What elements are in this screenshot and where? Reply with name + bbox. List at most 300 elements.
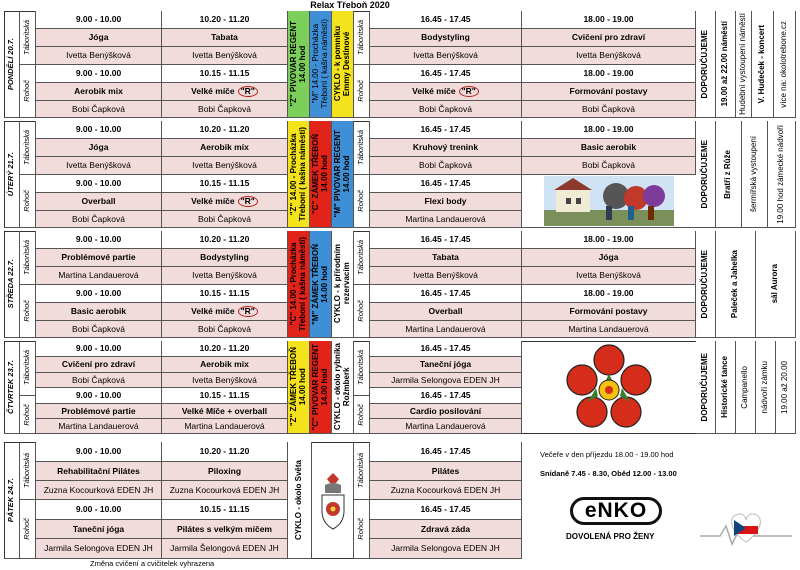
trip-m bbox=[310, 231, 332, 338]
vertical-line: 14.00 hod bbox=[297, 45, 307, 83]
class-name: Kruhový trenink bbox=[370, 139, 522, 157]
vertical-line: CYKLO - okolo Světa bbox=[294, 459, 304, 540]
vertical-text bbox=[334, 26, 352, 101]
room-rohoc bbox=[354, 175, 370, 228]
room-rohoc bbox=[354, 285, 370, 338]
class-name: Cvičení pro zdraví bbox=[36, 357, 162, 373]
vertical-line: rezervacím bbox=[341, 263, 351, 305]
time-slot: 9.00 - 10.00 bbox=[36, 11, 162, 29]
instructor: Jarmila Šelongová EDEN JH bbox=[162, 539, 288, 559]
vertical-line: Rohoč bbox=[356, 518, 366, 540]
trip-c bbox=[288, 231, 310, 338]
time-slot: 9.00 - 10.00 bbox=[36, 175, 162, 193]
vertical-line: "M" ZÁMEK TŘEBOŇ bbox=[310, 243, 320, 325]
page-title: Relax Třeboň 2020 bbox=[310, 0, 390, 10]
vertical-line: Rohoč bbox=[22, 300, 32, 322]
vertical-text bbox=[721, 356, 730, 418]
class-name: Overball bbox=[370, 303, 522, 321]
trip-cyklo bbox=[332, 341, 354, 434]
vertical-text bbox=[312, 244, 330, 325]
time-slot: 16.45 - 17.45 bbox=[370, 500, 522, 520]
trip-cyklo bbox=[332, 231, 354, 338]
time-slot: 16.45 - 17.45 bbox=[370, 231, 522, 249]
time-slot: 9.00 - 10.00 bbox=[36, 65, 162, 83]
vertical-line: Třeboní ( kašna náměstí) bbox=[297, 126, 307, 222]
vertical-text bbox=[357, 453, 365, 488]
vertical-line: 14.00 hod bbox=[297, 368, 307, 406]
time-slot: 9.00 - 10.00 bbox=[36, 442, 162, 462]
vertical-text bbox=[23, 240, 31, 275]
room-r-mark: "R" bbox=[238, 196, 258, 207]
coat-of-arms-icon bbox=[312, 442, 354, 559]
class-name: Zdravá záda bbox=[370, 520, 522, 539]
time-slot: 9.00 - 10.00 bbox=[36, 121, 162, 139]
room-taboritska bbox=[354, 121, 370, 175]
day-label bbox=[4, 231, 20, 338]
instructor: Bobi Čapková bbox=[162, 101, 288, 118]
vertical-text bbox=[312, 19, 330, 108]
vertical-line: ÚTERÝ 21.7. bbox=[6, 151, 16, 197]
class-name: Bodystyling bbox=[162, 249, 288, 267]
recommend-event bbox=[752, 11, 774, 118]
time-slot: 16.45 - 17.45 bbox=[370, 442, 522, 462]
vertical-text bbox=[357, 80, 365, 102]
instructor: Ivetta Benýšková bbox=[162, 47, 288, 65]
class-name: Formování postavy bbox=[522, 303, 696, 321]
instructor: Bobi Čapková bbox=[36, 101, 162, 118]
vertical-line: více na: okolotrebone.cz bbox=[779, 20, 789, 108]
class-name: Jóga bbox=[36, 29, 162, 47]
vertical-line: Táboritská bbox=[22, 239, 32, 275]
class-name: Bodystyling bbox=[370, 29, 522, 47]
instructor: Zuzna Kocourková EDEN JH bbox=[162, 481, 288, 500]
class-name: Piloxing bbox=[162, 462, 288, 481]
instructor: Bobi Čapková bbox=[36, 211, 162, 228]
time-slot: 10.20 - 11.20 bbox=[162, 442, 288, 462]
vertical-line: Paleček a Jahelka bbox=[730, 249, 740, 319]
time-slot: 18.00 - 19.00 bbox=[522, 285, 696, 303]
trip-cyklo bbox=[332, 11, 354, 118]
time-slot: 16.45 - 17.45 bbox=[370, 11, 522, 29]
instructor: Bobi Čapková bbox=[370, 157, 522, 175]
recommend-event bbox=[774, 11, 796, 118]
instructor: Jarmila Selongova EDEN JH bbox=[370, 539, 522, 559]
vertical-line: Táboritská bbox=[356, 452, 366, 488]
vertical-line: Táboritská bbox=[22, 129, 32, 165]
class-name: Aerobik mix bbox=[162, 139, 288, 157]
enko-logo: eNKO bbox=[570, 497, 662, 525]
vertical-text bbox=[290, 21, 308, 107]
vertical-line: Campanello bbox=[740, 365, 750, 409]
trip-cyklo bbox=[288, 442, 312, 559]
instructor: Ivetta Benýšková bbox=[370, 267, 522, 285]
vertical-text bbox=[7, 152, 15, 196]
class-name: Pilátes bbox=[370, 462, 522, 481]
vertical-line: Táboritská bbox=[356, 239, 366, 275]
time-slot: 10.15 - 11.15 bbox=[162, 388, 288, 404]
heart-flag-icon bbox=[700, 504, 792, 548]
class-name: Tabata bbox=[162, 29, 288, 47]
class-name: Jóga bbox=[522, 249, 696, 267]
vertical-text bbox=[7, 259, 15, 308]
vertical-text bbox=[357, 518, 365, 540]
vertical-line: "Z" PIVOVAR REGENT bbox=[288, 21, 298, 107]
room-taboritska bbox=[354, 341, 370, 396]
vertical-text bbox=[23, 453, 31, 488]
vertical-text bbox=[761, 361, 770, 413]
vertical-text bbox=[7, 38, 15, 90]
castle-photo bbox=[522, 175, 696, 228]
vertical-text bbox=[23, 130, 31, 165]
time-slot: 18.00 - 19.00 bbox=[522, 121, 696, 139]
time-slot: 16.45 - 17.45 bbox=[370, 388, 522, 404]
day-label bbox=[4, 442, 20, 559]
instructor: Bobi Čapková bbox=[36, 373, 162, 388]
room-rohoc bbox=[20, 396, 36, 434]
vertical-line: 14.00 hod bbox=[319, 155, 329, 193]
class-name: Velké míče bbox=[191, 306, 235, 317]
instructor: Ivetta Benýšková bbox=[36, 157, 162, 175]
time-slot: 16.45 - 17.45 bbox=[370, 175, 522, 193]
time-slot: 9.00 - 10.00 bbox=[36, 231, 162, 249]
vertical-line: CYKLO - k pomníku bbox=[332, 26, 342, 102]
time-slot: 18.00 - 19.00 bbox=[522, 11, 696, 29]
room-rohoc bbox=[20, 175, 36, 228]
recommend-event bbox=[776, 341, 796, 434]
vertical-line: Táboritská bbox=[356, 129, 366, 165]
vertical-text bbox=[701, 140, 710, 208]
instructor: Bobi Čapková bbox=[162, 321, 288, 338]
class-name: Velké míče bbox=[412, 86, 456, 97]
vertical-line: "C" ZÁMEK TŘEBOŇ bbox=[310, 133, 320, 215]
instructor: Zuzna Kocourková EDEN JH bbox=[36, 481, 162, 500]
room-taboritska bbox=[20, 341, 36, 396]
vertical-text bbox=[357, 240, 365, 275]
vertical-text bbox=[312, 344, 330, 431]
instructor: Bobi Čapková bbox=[522, 157, 696, 175]
vertical-text bbox=[739, 13, 748, 115]
class-name: Basic aerobik bbox=[36, 303, 162, 321]
dinner-info: Večeře v den příjezdu 18.00 - 19.00 hod bbox=[540, 450, 674, 459]
instructor: Bobi Čapková bbox=[162, 211, 288, 228]
vertical-line: 14.00 hod bbox=[319, 265, 329, 303]
vertical-line: šermířská vystoupení bbox=[749, 135, 759, 213]
vertical-text bbox=[23, 190, 31, 212]
rose-icon bbox=[522, 341, 696, 434]
room-rohoc bbox=[20, 65, 36, 118]
vertical-line: Táboritská bbox=[356, 350, 366, 386]
vertical-text bbox=[357, 190, 365, 212]
vertical-line: Táboritská bbox=[22, 350, 32, 386]
recommend-event bbox=[756, 341, 776, 434]
class-name: Problémové partie bbox=[36, 404, 162, 419]
vertical-line: Rohoč bbox=[22, 80, 32, 102]
trip-m bbox=[332, 121, 354, 228]
vertical-text bbox=[334, 244, 352, 323]
class-name: Cardio posilování bbox=[370, 404, 522, 419]
time-slot: 10.15 - 11.15 bbox=[162, 65, 288, 83]
instructor: Martina Landauerová bbox=[522, 321, 696, 338]
instructor: Martina Landauerová bbox=[162, 419, 288, 434]
time-slot: 9.00 - 10.00 bbox=[36, 500, 162, 520]
instructor: Ivetta Benýšková bbox=[522, 267, 696, 285]
trip-c bbox=[310, 121, 332, 228]
vertical-line: Táboritská bbox=[22, 19, 32, 55]
vertical-line: DOPORUČUJEME bbox=[700, 139, 710, 209]
vertical-line: DOPORUČUJEME bbox=[700, 249, 710, 319]
instructor: Martina Landauerová bbox=[370, 211, 522, 228]
vertical-text bbox=[777, 125, 786, 224]
class-name: Velké Míče + overball bbox=[162, 404, 288, 419]
room-taboritska bbox=[354, 231, 370, 285]
vertical-line: 19.00 až 22.00 náměstí bbox=[720, 21, 730, 107]
time-slot: 18.00 - 19.00 bbox=[522, 231, 696, 249]
vertical-line: V. Hudeček - koncert bbox=[757, 24, 767, 104]
vertical-line: DOPORUČUJEME bbox=[700, 29, 710, 99]
vertical-line: "Z" 14.00 - Procházka bbox=[288, 133, 298, 215]
class-name: Problémové partie bbox=[36, 249, 162, 267]
vertical-text bbox=[23, 518, 31, 540]
room-taboritska bbox=[20, 442, 36, 500]
vertical-line: Rohoč bbox=[356, 190, 366, 212]
vertical-text bbox=[23, 350, 31, 385]
vertical-text bbox=[312, 134, 330, 214]
instructor: Ivetta Benýšková bbox=[162, 373, 288, 388]
vertical-text bbox=[290, 347, 308, 426]
vertical-text bbox=[334, 130, 352, 217]
vertical-line: 14.00 hod bbox=[341, 155, 351, 193]
recommend-event bbox=[742, 121, 768, 228]
vertical-text bbox=[771, 264, 780, 303]
vertical-text bbox=[357, 300, 365, 322]
vertical-text bbox=[23, 300, 31, 322]
instructor: Bobi Čapková bbox=[370, 101, 522, 118]
room-rohoc bbox=[354, 500, 370, 559]
class-name: Flexi body bbox=[370, 193, 522, 211]
room-r-mark: "R" bbox=[238, 306, 258, 317]
vertical-text bbox=[721, 21, 730, 106]
vertical-line: Rohoč bbox=[356, 80, 366, 102]
instructor: Martina Landauerová bbox=[370, 321, 522, 338]
vertical-text bbox=[357, 404, 365, 426]
instructor: Ivetta Benýšková bbox=[522, 47, 696, 65]
vertical-line: "C" PIVOVAR REGENT bbox=[310, 343, 320, 431]
vertical-line: "Z" ZÁMEK TŘEBOŇ bbox=[288, 347, 298, 427]
instructor: Martina Landauerová bbox=[36, 419, 162, 434]
vertical-line: Emmy Destinové bbox=[341, 31, 351, 97]
room-taboritska bbox=[354, 11, 370, 65]
time-slot: 10.20 - 11.20 bbox=[162, 121, 288, 139]
vertical-line: Rohoč bbox=[22, 518, 32, 540]
vertical-text bbox=[357, 20, 365, 55]
vertical-line: 14.00 hod bbox=[319, 368, 329, 406]
time-slot: 16.45 - 17.45 bbox=[370, 341, 522, 357]
recommend-event bbox=[768, 121, 796, 228]
vertical-line: Hudební vystoupení náměstí bbox=[738, 13, 748, 115]
class-name: Overball bbox=[36, 193, 162, 211]
time-slot: 16.45 - 17.45 bbox=[370, 65, 522, 83]
vertical-line: 19.00 hod zámecké nádvoří bbox=[776, 124, 786, 224]
recommend-label bbox=[696, 11, 716, 118]
time-slot: 10.15 - 11.15 bbox=[162, 285, 288, 303]
class-name-with-mark bbox=[162, 83, 288, 101]
vertical-text bbox=[7, 478, 15, 522]
room-rohoc bbox=[354, 396, 370, 434]
recommend-event bbox=[736, 341, 756, 434]
time-slot: 10.20 - 11.20 bbox=[162, 341, 288, 357]
trip-z bbox=[288, 341, 310, 434]
vertical-line: 19.00 až 20.00 bbox=[780, 360, 790, 414]
time-slot: 9.00 - 10.00 bbox=[36, 341, 162, 357]
time-slot: 9.00 - 10.00 bbox=[36, 388, 162, 404]
class-name: Velké míče bbox=[191, 196, 235, 207]
recommend-event bbox=[736, 11, 752, 118]
time-slot: 10.20 - 11.20 bbox=[162, 231, 288, 249]
class-name: Tabata bbox=[370, 249, 522, 267]
recommend-label bbox=[696, 341, 716, 434]
vertical-line: "M" PIVOVAR REGENT bbox=[332, 130, 342, 218]
class-name-with-mark bbox=[162, 303, 288, 321]
class-name: Velké míče bbox=[191, 86, 235, 97]
vertical-text bbox=[724, 150, 733, 199]
logo-subtitle: DOVOLENÁ PRO ŽENY bbox=[566, 532, 655, 541]
recommend-event bbox=[716, 231, 756, 338]
class-name: Basic aerobik bbox=[522, 139, 696, 157]
instructor: Martina Landauerová bbox=[370, 419, 522, 434]
class-name: Aerobik mix bbox=[162, 357, 288, 373]
vertical-line: "C" 14.00 - Procházka bbox=[288, 242, 298, 326]
recommend-label bbox=[696, 231, 716, 338]
time-slot: 10.15 - 11.15 bbox=[162, 500, 288, 520]
room-rohoc bbox=[20, 285, 36, 338]
instructor: Zuzna Kocourková EDEN JH bbox=[370, 481, 522, 500]
class-name: Taneční jóga bbox=[36, 520, 162, 539]
instructor: Ivetta Benýšková bbox=[162, 267, 288, 285]
trip-m bbox=[310, 11, 332, 118]
vertical-text bbox=[701, 250, 710, 318]
vertical-line: Historické tance bbox=[720, 356, 730, 418]
recommend-event bbox=[716, 341, 736, 434]
vertical-line: PONDĚLÍ 20.7. bbox=[6, 37, 16, 91]
vertical-line: Třeboní ( kašna náměstí) bbox=[297, 236, 307, 332]
vertical-text bbox=[701, 353, 710, 421]
time-slot: 16.45 - 17.45 bbox=[370, 121, 522, 139]
vertical-text bbox=[357, 350, 365, 385]
class-name: Pilátes s velkým míčem bbox=[162, 520, 288, 539]
day-label bbox=[4, 121, 20, 228]
vertical-line: Rožmberk bbox=[341, 367, 351, 407]
trip-z bbox=[288, 121, 310, 228]
instructor: Jarmila Selongova EDEN JH bbox=[36, 539, 162, 559]
instructor: Bobi Čapková bbox=[36, 321, 162, 338]
vertical-text bbox=[23, 20, 31, 55]
vertical-text bbox=[334, 343, 352, 430]
recommend-event bbox=[756, 231, 796, 338]
vertical-text bbox=[23, 80, 31, 102]
footnote: Změna cvičení a cvičitelek vyhrazena bbox=[90, 559, 215, 568]
vertical-line: Bratří z Růže bbox=[723, 149, 733, 199]
vertical-line: Třeboní ( kašna náměstí) bbox=[319, 19, 329, 109]
class-name-with-mark bbox=[370, 83, 522, 101]
vertical-text bbox=[750, 136, 759, 212]
vertical-line: Rohoč bbox=[356, 300, 366, 322]
vertical-line: CYKLO - okolo rybníka bbox=[332, 343, 342, 431]
instructor: Martina Landauerová bbox=[36, 267, 162, 285]
recommend-event bbox=[716, 11, 736, 118]
day-label bbox=[4, 11, 20, 118]
vertical-text bbox=[295, 460, 304, 540]
room-taboritska bbox=[20, 11, 36, 65]
class-name: Cvičení pro zdraví bbox=[522, 29, 696, 47]
instructor: Bobi Čapková bbox=[522, 101, 696, 118]
class-name: Aerobik mix bbox=[36, 83, 162, 101]
time-slot: 10.15 - 11.15 bbox=[162, 175, 288, 193]
vertical-line: CYKLO - k přírodním bbox=[332, 244, 342, 324]
vertical-line: Rohoč bbox=[356, 403, 366, 426]
instructor: Ivetta Benýšková bbox=[370, 47, 522, 65]
vertical-line: sál Aurora bbox=[770, 264, 780, 304]
class-name-with-mark bbox=[162, 193, 288, 211]
room-rohoc bbox=[20, 500, 36, 559]
vertical-line: "M" 14.00 - Procházka bbox=[310, 24, 320, 104]
time-slot: 18.00 - 19.00 bbox=[522, 65, 696, 83]
meal-times: Snídaně 7.45 - 8.30, Oběd 12.00 - 13.00 bbox=[540, 469, 677, 478]
room-r-mark: "R" bbox=[459, 86, 479, 97]
vertical-line: STŘEDA 22.7. bbox=[6, 259, 16, 309]
recommend-event bbox=[716, 121, 742, 228]
time-slot: 10.20 - 11.20 bbox=[162, 11, 288, 29]
vertical-line: Táboritská bbox=[22, 452, 32, 488]
room-taboritska bbox=[20, 121, 36, 175]
vertical-text bbox=[701, 30, 710, 98]
class-name: Rehabilitační Pilátes bbox=[36, 462, 162, 481]
vertical-text bbox=[781, 361, 790, 414]
room-rohoc bbox=[354, 65, 370, 118]
instructor: Ivetta Benýšková bbox=[162, 157, 288, 175]
vertical-text bbox=[758, 25, 767, 103]
vertical-text bbox=[741, 366, 750, 409]
time-slot: 16.45 - 17.45 bbox=[370, 285, 522, 303]
vertical-text bbox=[23, 404, 31, 426]
room-taboritska bbox=[20, 231, 36, 285]
vertical-line: ČTVRTEK 23.7. bbox=[6, 359, 16, 415]
vertical-text bbox=[357, 130, 365, 165]
vertical-line: Táboritská bbox=[356, 19, 366, 55]
vertical-line: PÁTEK 24.7. bbox=[6, 477, 16, 523]
class-name: Formování postavy bbox=[522, 83, 696, 101]
room-r-mark: "R" bbox=[238, 86, 258, 97]
room-taboritska bbox=[354, 442, 370, 500]
vertical-line: Rohoč bbox=[22, 190, 32, 212]
vertical-text bbox=[290, 127, 308, 221]
vertical-text bbox=[780, 21, 789, 108]
vertical-text bbox=[7, 360, 15, 414]
recommend-label bbox=[696, 121, 716, 228]
class-name: Taneční jóga bbox=[370, 357, 522, 373]
trip-z bbox=[288, 11, 310, 118]
vertical-line: Rohoč bbox=[22, 403, 32, 426]
vertical-line: DOPORUČUJEME bbox=[700, 352, 710, 422]
vertical-text bbox=[290, 237, 308, 331]
instructor: Jarmila Selongova EDEN JH bbox=[370, 373, 522, 388]
time-slot: 9.00 - 10.00 bbox=[36, 285, 162, 303]
vertical-text bbox=[731, 250, 740, 318]
class-name: Jóga bbox=[36, 139, 162, 157]
vertical-line: nádvoří zámku bbox=[760, 360, 770, 414]
day-label bbox=[4, 341, 20, 434]
instructor: Ivetta Benýšková bbox=[36, 47, 162, 65]
trip-c bbox=[310, 341, 332, 434]
